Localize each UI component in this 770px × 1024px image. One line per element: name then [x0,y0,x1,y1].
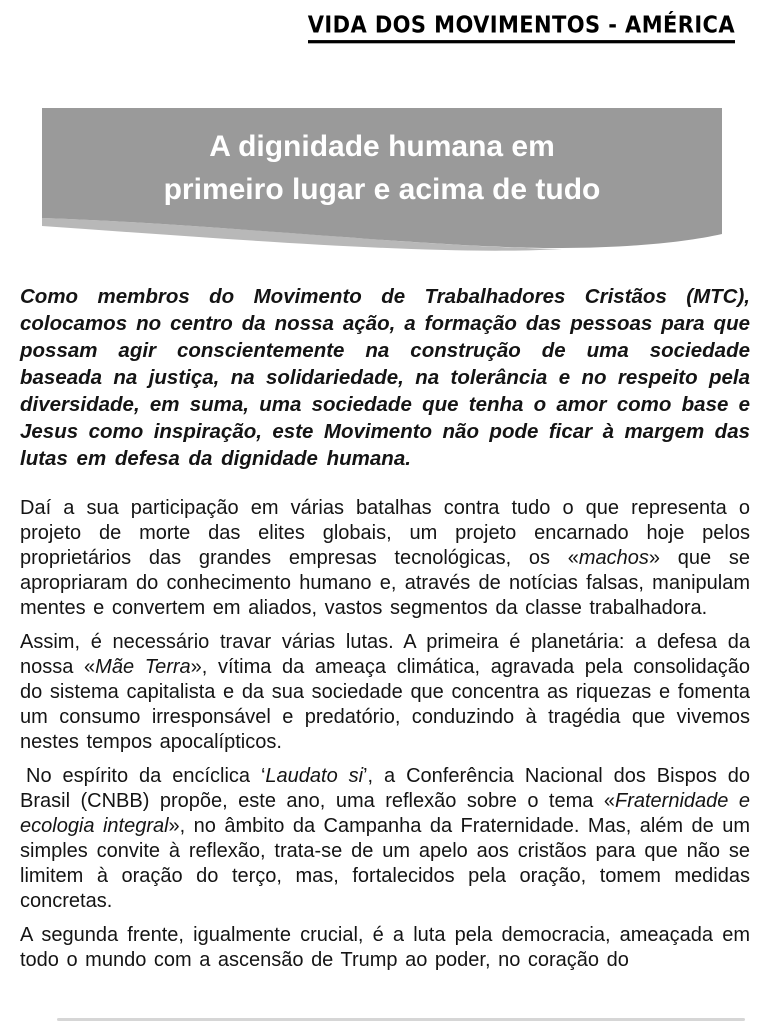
paragraph [20,283,750,472]
text-run: » que se apropriaram do conhecimento humano e, através de notícias falsas, manipulam mentes e convertem em aliados, vastos segmentos da classe trabalhadora. [20,547,750,619]
title-banner [42,108,722,258]
paragraph [20,923,750,973]
emphasized-text: Fraternidade e ecologia integral [20,790,750,837]
text-run: », vítima da ameaça climática, agravada pela consolidação do sistema capitalista e da sua sociedade que concentra as riquezas e fomenta um consumo irresponsável e predatório, conduzindo à tragédia que vivemos nestes tempos apocalípticos. [20,656,750,753]
text-run: Daí a sua participação em várias batalhas contra tudo o que representa o projeto de morte das elites globais, um projeto encarnado hoje pelos proprietários das grandes empresas tecnológicas, os « [20,497,750,569]
text-run: Assim, é necessário travar várias lutas. A primeira é planetária: a defesa da nossa « [20,631,750,678]
text-run: », no âmbito da Campanha da Fraternidade. Mas, além de um simples convite à reflexão, trata-se de um apelo aos cristãos para que não se limitem à oração do terço, mas, fortalecidos pela oração, tomem medidas concretas. [20,815,750,912]
banner-title-line1: A dignidade humana em [209,130,555,163]
text-run: ’, a Conferência Nacional dos Bispos do Brasil (CNBB) propõe, este ano, uma reflexão sobre o tema « [20,765,751,812]
emphasized-text: Mãe Terra [95,656,191,678]
bottom-divider-line [57,1018,745,1021]
paragraph [20,496,750,621]
emphasized-text: Laudato si [265,765,364,787]
masthead-title: VIDA DOS MOVIMENTOS - AMÉRICA [308,12,735,43]
paragraph [20,630,750,755]
text-run: A segunda frente, igualmente crucial, é a luta pela democracia, ameaçada em todo o mundo com a ascensão de Trump ao poder, no coração do [20,924,750,971]
text-run: No espírito da encíclica ‘ [26,765,266,787]
emphasized-text: machos [578,547,649,569]
banner-title-line2: primeiro lugar e acima de tudo [163,173,601,206]
banner-title [42,125,722,211]
article-body [20,283,750,982]
text-run: Como membros do Movimento de Trabalhadores Cristãos (MTC), colocamos no centro da nossa ação, a formação das pessoas para que possam agir conscientemente na construção de uma sociedade baseada na justiça, na solidariedade, na tolerância e no respeito pela diversidade, em suma, uma sociedade que tenha o amor como base e Jesus como inspiração, este Movimento não pode ficar à margem das lutas em defesa da dignidade humana. [20,285,750,470]
paragraph [20,764,750,914]
